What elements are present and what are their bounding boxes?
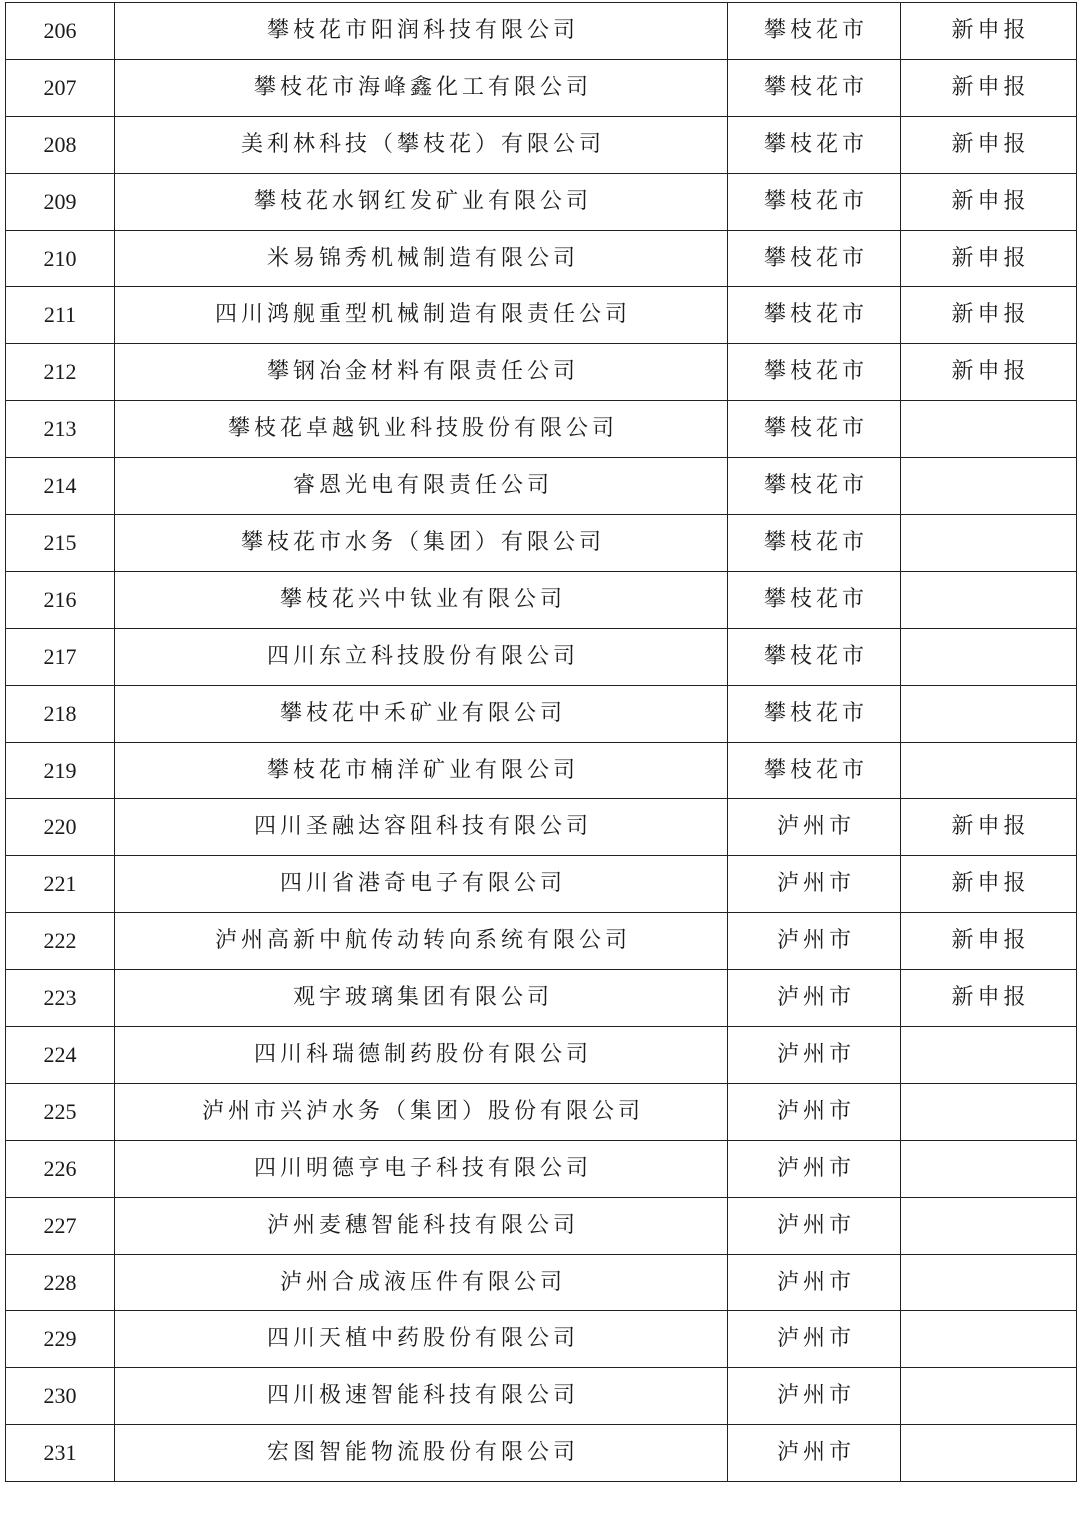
city-text: 攀枝花市 <box>763 586 868 612</box>
city-cell <box>728 1197 901 1254</box>
city-cell <box>728 913 901 970</box>
company-name-text: 攀枝花市海峰鑫化工有限公司 <box>253 74 592 100</box>
company-name-cell <box>115 515 728 572</box>
table-body <box>6 3 1077 1482</box>
company-name-cell <box>115 628 728 685</box>
status-cell <box>901 173 1077 230</box>
company-name-text: 四川鸿舰重型机械制造有限责任公司 <box>214 302 631 328</box>
row-number-cell <box>6 856 115 913</box>
status-cell <box>901 287 1077 344</box>
row-number-cell <box>6 3 115 60</box>
row-number-cell <box>6 401 115 458</box>
company-name-text: 美利林科技（攀枝花）有限公司 <box>240 131 605 157</box>
company-name-cell <box>115 1425 728 1482</box>
company-name-cell <box>115 685 728 742</box>
table-row <box>6 742 1077 799</box>
status-cell <box>901 1368 1077 1425</box>
table-row <box>6 458 1077 515</box>
company-name-cell <box>115 742 728 799</box>
status-cell <box>901 742 1077 799</box>
status-text: 新申报 <box>951 131 1030 157</box>
table-row <box>6 799 1077 856</box>
city-cell <box>728 970 901 1027</box>
table-row <box>6 571 1077 628</box>
status-text: 新申报 <box>951 188 1030 214</box>
row-number-text: 206 <box>43 17 77 43</box>
status-cell <box>901 344 1077 401</box>
row-number-text: 218 <box>43 700 77 726</box>
city-text: 泸州市 <box>776 1440 855 1466</box>
row-number-text: 224 <box>43 1041 77 1067</box>
row-number-text: 221 <box>43 871 77 897</box>
company-name-text: 观宇玻璃集团有限公司 <box>292 985 553 1011</box>
city-text: 攀枝花市 <box>763 757 868 783</box>
company-name-text: 泸州合成液压件有限公司 <box>279 1269 566 1295</box>
company-name-cell <box>115 1083 728 1140</box>
city-cell <box>728 1311 901 1368</box>
company-name-cell <box>115 287 728 344</box>
city-cell <box>728 230 901 287</box>
city-text: 攀枝花市 <box>763 416 868 442</box>
row-number-text: 222 <box>43 928 77 954</box>
status-cell <box>901 1311 1077 1368</box>
status-text: 新申报 <box>951 17 1030 43</box>
city-cell <box>728 1254 901 1311</box>
city-cell <box>728 59 901 116</box>
row-number-cell <box>6 173 115 230</box>
status-cell <box>901 59 1077 116</box>
company-name-text: 泸州市兴泸水务（集团）股份有限公司 <box>201 1098 644 1124</box>
row-number-cell <box>6 913 115 970</box>
row-number-text: 215 <box>43 529 77 555</box>
row-number-text: 207 <box>43 74 77 100</box>
table-row <box>6 913 1077 970</box>
row-number-text: 209 <box>43 188 77 214</box>
row-number-text: 220 <box>43 814 77 840</box>
company-name-cell <box>115 1140 728 1197</box>
city-cell <box>728 856 901 913</box>
city-cell <box>728 571 901 628</box>
row-number-cell <box>6 1311 115 1368</box>
city-cell <box>728 116 901 173</box>
status-text: 新申报 <box>951 928 1030 954</box>
row-number-cell <box>6 1027 115 1084</box>
city-cell <box>728 287 901 344</box>
table-row <box>6 116 1077 173</box>
row-number-text: 225 <box>43 1098 77 1124</box>
company-name-text: 四川省港奇电子有限公司 <box>279 871 566 897</box>
row-number-cell <box>6 1083 115 1140</box>
company-name-text: 睿恩光电有限责任公司 <box>292 473 553 499</box>
table-row <box>6 173 1077 230</box>
status-cell <box>901 1425 1077 1482</box>
status-cell <box>901 571 1077 628</box>
city-cell <box>728 515 901 572</box>
city-cell <box>728 1027 901 1084</box>
table-row <box>6 1083 1077 1140</box>
city-cell <box>728 799 901 856</box>
company-name-cell <box>115 1254 728 1311</box>
city-text: 攀枝花市 <box>763 643 868 669</box>
city-text: 攀枝花市 <box>763 529 868 555</box>
row-number-text: 214 <box>43 473 77 499</box>
company-name-text: 四川极速智能科技有限公司 <box>266 1383 579 1409</box>
status-cell <box>901 230 1077 287</box>
status-cell <box>901 401 1077 458</box>
row-number-text: 223 <box>43 985 77 1011</box>
city-text: 攀枝花市 <box>763 302 868 328</box>
city-text: 攀枝花市 <box>763 700 868 726</box>
company-name-text: 宏图智能物流股份有限公司 <box>266 1440 579 1466</box>
city-cell <box>728 401 901 458</box>
city-cell <box>728 344 901 401</box>
row-number-text: 208 <box>43 131 77 157</box>
company-name-cell <box>115 230 728 287</box>
table-row <box>6 1197 1077 1254</box>
city-text: 攀枝花市 <box>763 17 868 43</box>
row-number-text: 217 <box>43 643 77 669</box>
company-name-text: 泸州麦穗智能科技有限公司 <box>266 1212 579 1238</box>
status-text: 新申报 <box>951 245 1030 271</box>
company-name-cell <box>115 1197 728 1254</box>
city-text: 攀枝花市 <box>763 74 868 100</box>
company-name-cell <box>115 913 728 970</box>
company-name-text: 攀枝花卓越钒业科技股份有限公司 <box>227 416 618 442</box>
row-number-cell <box>6 116 115 173</box>
row-number-cell <box>6 742 115 799</box>
city-text: 泸州市 <box>776 928 855 954</box>
status-cell <box>901 799 1077 856</box>
city-cell <box>728 458 901 515</box>
row-number-cell <box>6 1197 115 1254</box>
city-cell <box>728 685 901 742</box>
row-number-text: 211 <box>43 302 77 328</box>
status-text: 新申报 <box>951 814 1030 840</box>
row-number-cell <box>6 1368 115 1425</box>
city-cell <box>728 3 901 60</box>
company-name-cell <box>115 458 728 515</box>
status-cell <box>901 1027 1077 1084</box>
company-name-cell <box>115 59 728 116</box>
company-name-text: 四川天植中药股份有限公司 <box>266 1326 579 1352</box>
city-cell <box>728 628 901 685</box>
table-row <box>6 1368 1077 1425</box>
company-name-cell <box>115 1311 728 1368</box>
row-number-cell <box>6 628 115 685</box>
city-cell <box>728 1140 901 1197</box>
table-row <box>6 344 1077 401</box>
status-cell <box>901 1254 1077 1311</box>
row-number-text: 228 <box>43 1269 77 1295</box>
row-number-cell <box>6 1140 115 1197</box>
table-row <box>6 515 1077 572</box>
company-name-text: 泸州高新中航传动转向系统有限公司 <box>214 928 631 954</box>
row-number-cell <box>6 230 115 287</box>
company-name-text: 四川明德亨电子科技有限公司 <box>253 1155 592 1181</box>
company-name-cell <box>115 116 728 173</box>
company-name-text: 攀枝花市水务（集团）有限公司 <box>240 529 605 555</box>
row-number-cell <box>6 1425 115 1482</box>
company-name-text: 攀枝花中禾矿业有限公司 <box>279 700 566 726</box>
company-name-cell <box>115 856 728 913</box>
city-text: 泸州市 <box>776 1212 855 1238</box>
status-cell <box>901 3 1077 60</box>
status-cell <box>901 1197 1077 1254</box>
row-number-text: 231 <box>43 1440 77 1466</box>
city-text: 泸州市 <box>776 1098 855 1124</box>
company-name-cell <box>115 1027 728 1084</box>
row-number-cell <box>6 685 115 742</box>
status-cell <box>901 970 1077 1027</box>
company-name-text: 攀枝花市楠洋矿业有限公司 <box>266 757 579 783</box>
table-row <box>6 287 1077 344</box>
city-text: 泸州市 <box>776 1155 855 1181</box>
table-row <box>6 685 1077 742</box>
city-text: 攀枝花市 <box>763 131 868 157</box>
status-cell <box>901 913 1077 970</box>
enterprise-list-table <box>5 2 1077 1482</box>
status-text: 新申报 <box>951 985 1030 1011</box>
company-name-cell <box>115 1368 728 1425</box>
company-name-cell <box>115 3 728 60</box>
company-name-text: 攀枝花兴中钛业有限公司 <box>279 586 566 612</box>
table-row <box>6 1140 1077 1197</box>
city-cell <box>728 173 901 230</box>
status-cell <box>901 515 1077 572</box>
row-number-cell <box>6 59 115 116</box>
row-number-cell <box>6 1254 115 1311</box>
status-cell <box>901 458 1077 515</box>
row-number-cell <box>6 970 115 1027</box>
status-cell <box>901 1140 1077 1197</box>
status-cell <box>901 628 1077 685</box>
table-row <box>6 628 1077 685</box>
status-text: 新申报 <box>951 302 1030 328</box>
status-text: 新申报 <box>951 74 1030 100</box>
row-number-cell <box>6 799 115 856</box>
city-text: 泸州市 <box>776 985 855 1011</box>
company-name-cell <box>115 571 728 628</box>
status-cell <box>901 856 1077 913</box>
document-sheet <box>5 2 1076 1482</box>
table-row <box>6 856 1077 913</box>
row-number-text: 226 <box>43 1155 77 1181</box>
company-name-cell <box>115 344 728 401</box>
status-cell <box>901 1083 1077 1140</box>
row-number-cell <box>6 344 115 401</box>
table-row <box>6 59 1077 116</box>
table-row <box>6 1254 1077 1311</box>
city-text: 泸州市 <box>776 1269 855 1295</box>
city-text: 泸州市 <box>776 871 855 897</box>
row-number-text: 210 <box>43 245 77 271</box>
city-cell <box>728 1425 901 1482</box>
city-text: 攀枝花市 <box>763 359 868 385</box>
table-row <box>6 230 1077 287</box>
city-text: 攀枝花市 <box>763 473 868 499</box>
row-number-cell <box>6 571 115 628</box>
company-name-text: 四川科瑞德制药股份有限公司 <box>253 1041 592 1067</box>
city-text: 攀枝花市 <box>763 188 868 214</box>
row-number-cell <box>6 287 115 344</box>
table-row <box>6 1311 1077 1368</box>
city-text: 泸州市 <box>776 814 855 840</box>
status-text: 新申报 <box>951 871 1030 897</box>
company-name-cell <box>115 173 728 230</box>
city-text: 攀枝花市 <box>763 245 868 271</box>
city-text: 泸州市 <box>776 1326 855 1352</box>
company-name-text: 四川东立科技股份有限公司 <box>266 643 579 669</box>
row-number-text: 216 <box>43 586 77 612</box>
company-name-text: 四川圣融达容阻科技有限公司 <box>253 814 592 840</box>
row-number-text: 219 <box>43 757 77 783</box>
company-name-text: 攀枝花市阳润科技有限公司 <box>266 17 579 43</box>
row-number-cell <box>6 458 115 515</box>
row-number-cell <box>6 515 115 572</box>
table-row <box>6 1027 1077 1084</box>
table-row <box>6 970 1077 1027</box>
city-cell <box>728 742 901 799</box>
row-number-text: 229 <box>43 1326 77 1352</box>
table-row <box>6 3 1077 60</box>
status-text: 新申报 <box>951 359 1030 385</box>
table-row <box>6 401 1077 458</box>
row-number-text: 230 <box>43 1383 77 1409</box>
status-cell <box>901 116 1077 173</box>
company-name-cell <box>115 799 728 856</box>
company-name-cell <box>115 401 728 458</box>
company-name-text: 攀枝花水钢红发矿业有限公司 <box>253 188 592 214</box>
city-cell <box>728 1083 901 1140</box>
company-name-text: 米易锦秀机械制造有限公司 <box>266 245 579 271</box>
status-cell <box>901 685 1077 742</box>
city-cell <box>728 1368 901 1425</box>
city-text: 泸州市 <box>776 1041 855 1067</box>
row-number-text: 212 <box>43 359 77 385</box>
row-number-text: 213 <box>43 416 77 442</box>
table-row <box>6 1425 1077 1482</box>
city-text: 泸州市 <box>776 1383 855 1409</box>
company-name-text: 攀钢冶金材料有限责任公司 <box>266 359 579 385</box>
company-name-cell <box>115 970 728 1027</box>
row-number-text: 227 <box>43 1212 77 1238</box>
